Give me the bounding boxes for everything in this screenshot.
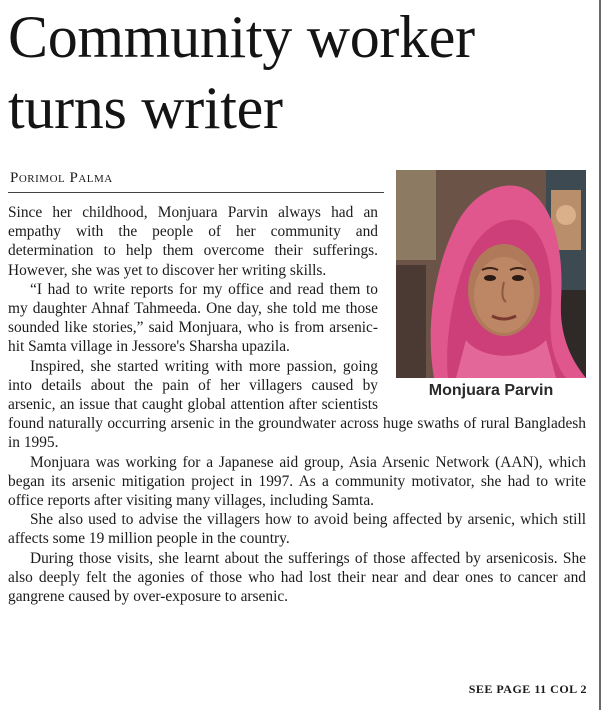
- article-body: [8, 203, 586, 606]
- paragraph: “I had to write reports for my office and read them to my daughter Ahnaf Tahmeeda. One day, she told me those sounded like stories,” said Monjuara, who is from arsenic-hit Samta village in Jessore's Sharsha upazila.: [8, 280, 378, 356]
- photo-caption: Monjuara Parvin: [428, 382, 554, 399]
- paragraph: Inspired, she started writing with more passion, going into details about the pain of her villagers caused by arsenic, an issue that caught global attention after scientists found naturally occurring arsenic in the groundwater across huge swaths of rural Bangladesh in 1995.: [8, 357, 586, 452]
- paragraph: She also used to advise the villagers how to avoid being affected by arsenic, which still affects some 19 million people in the country.: [8, 511, 586, 548]
- paragraph: Since her childhood, Monjuara Parvin always had an empathy with the people of her community and determination to help them overcome their sufferings. However, she was yet to discover her writing skills.: [8, 204, 378, 279]
- paragraph: During those visits, she learnt about the sufferings of those affected by arsenicosis. She also deeply felt the agonies of those who had lost their near and dear ones to cancer and gangrene caused by over-exposure to arsenic.: [8, 549, 586, 606]
- byline-divider: [8, 192, 384, 193]
- headline: Community worker turns writer: [8, 4, 475, 141]
- continuation-note: SEE PAGE 11 COL 2: [468, 682, 587, 696]
- byline: Porimol Palma: [10, 170, 113, 186]
- paragraph: Monjuara was working for a Japanese aid group, Asia Arsenic Network (AAN), which began its arsenic mitigation project in 1997. As a community motivator, she had to write office reports after visiting many villages, including Samta.: [8, 453, 586, 510]
